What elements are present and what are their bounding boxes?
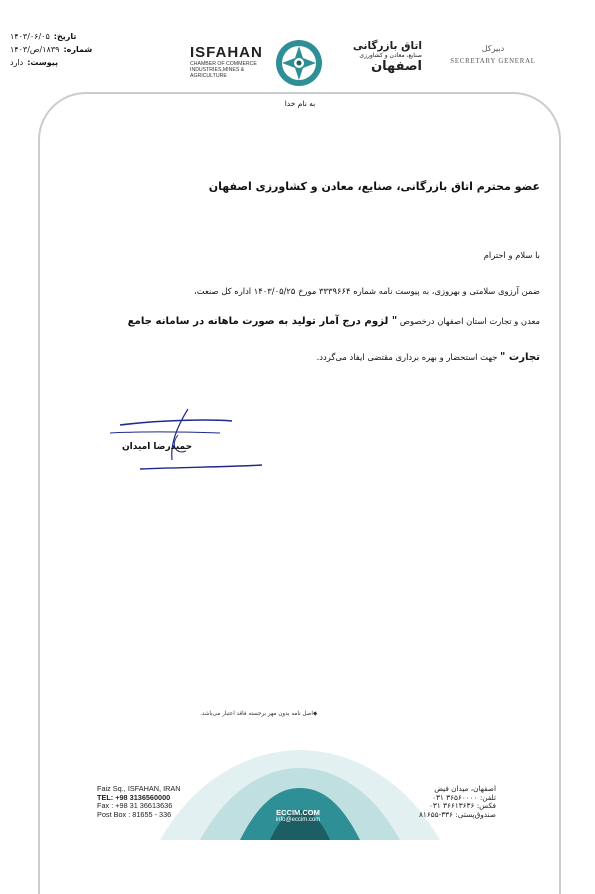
date-row: [10, 30, 100, 43]
secretary-general-fa: دبیرکل: [481, 44, 505, 53]
footer-persian: [410, 785, 496, 819]
greeting: با سلام و احترام: [483, 250, 540, 260]
footer-fa-pobox: صندوق‌پستی: ۳۳۶-۸۱۶۵۵: [418, 809, 496, 819]
logo-english: [190, 44, 272, 79]
footer-en-tel: TEL: +98 3136560000: [97, 792, 171, 802]
chamber-logo-icon: [274, 38, 324, 88]
footer-fa-tel: تلفن: ۳۶۵۶۰۰۰۰ ۰۳۱: [432, 792, 496, 802]
date-value: ۱۴۰۳/۰۶/۰۵: [10, 32, 50, 41]
attachment-value: دارد: [10, 58, 24, 67]
body-line-3-bold: تجارت ": [500, 352, 540, 363]
footer-web: [258, 808, 338, 823]
logo-fa-line1: اتاق بازرگانی: [352, 40, 422, 52]
number-row: [10, 43, 100, 56]
logo-fa-line3: اصفهان: [371, 59, 422, 74]
footer-emblem-icon: [160, 740, 440, 840]
body-line-2-bold: " لزوم درج آمار تولید به صورت ماهانه در سامانه جامع: [127, 316, 398, 327]
logo-en-name: ISFAHAN: [190, 44, 263, 61]
footer-fa-address: اصفهان، میدان فیض: [434, 784, 496, 793]
signature-scribble-icon: [100, 405, 270, 477]
attachment-row: [10, 56, 100, 69]
body-line-3: [100, 352, 540, 363]
signatory-name: حمیدرضا امیدان: [122, 442, 193, 452]
footer-fa-fax: فکس: ۳۶۶۱۳۶۳۶ ۰۳۱: [428, 801, 496, 811]
logo-persian: [326, 40, 422, 74]
body-line-3-normal: جهت استحضار و بهره برداری مقتضی ایفاد می‌گردد.: [316, 352, 498, 362]
letter-meta: [10, 30, 100, 69]
number-value: ۱۸۳۹/ص/۱۴۰۳: [10, 45, 60, 54]
body-line-1: ضمن آرزوی سلامتی و بهروزی، به پیوست نامه شماره ۳۳۳۹۶۶۴ مورخ ۱۴۰۳/۰۵/۲۵ اداره کل صنعت،: [194, 286, 540, 296]
number-label: شماره:: [63, 45, 93, 54]
addressee: عضو محترم اتاق بازرگانی، صنایع، معادن و کشاورزی اصفهان: [208, 180, 540, 193]
footer-email-link[interactable]: info@eccim.com: [275, 817, 321, 823]
footer-en-pobox: Post Box : 81655 - 336: [97, 809, 172, 819]
validity-note: ◆اصل نامه بدون مهر برجسته فاقد اعتبار می‌باشد.: [200, 711, 318, 717]
logo-en-line2: INDUSTRIES,MINES & AGRICULTURE: [190, 67, 245, 79]
date-label: تاریخ:: [53, 32, 77, 41]
body-line-2-normal: معدن و تجارت استان اصفهان درخصوص: [399, 316, 540, 326]
footer-en-fax: Fax : +98 31 36613636: [97, 801, 173, 811]
footer-english: [97, 785, 181, 819]
basmala: به نام خدا: [284, 99, 316, 108]
body-line-2: [100, 316, 540, 327]
logo-en-line1: CHAMBER OF COMMERCE: [190, 61, 257, 67]
footer-en-address: Faiz Sq., ISFAHAN, IRAN: [97, 784, 181, 793]
logo-fa-line2: صنایع، معادن و کشاورزی: [359, 52, 422, 59]
footer-website-link[interactable]: ECCIM.COM: [276, 808, 320, 817]
secretary-general-en: SECRETARY GENERAL: [450, 58, 536, 65]
attachment-label: پیوست:: [27, 58, 59, 67]
secretary-general-label: [448, 44, 538, 65]
